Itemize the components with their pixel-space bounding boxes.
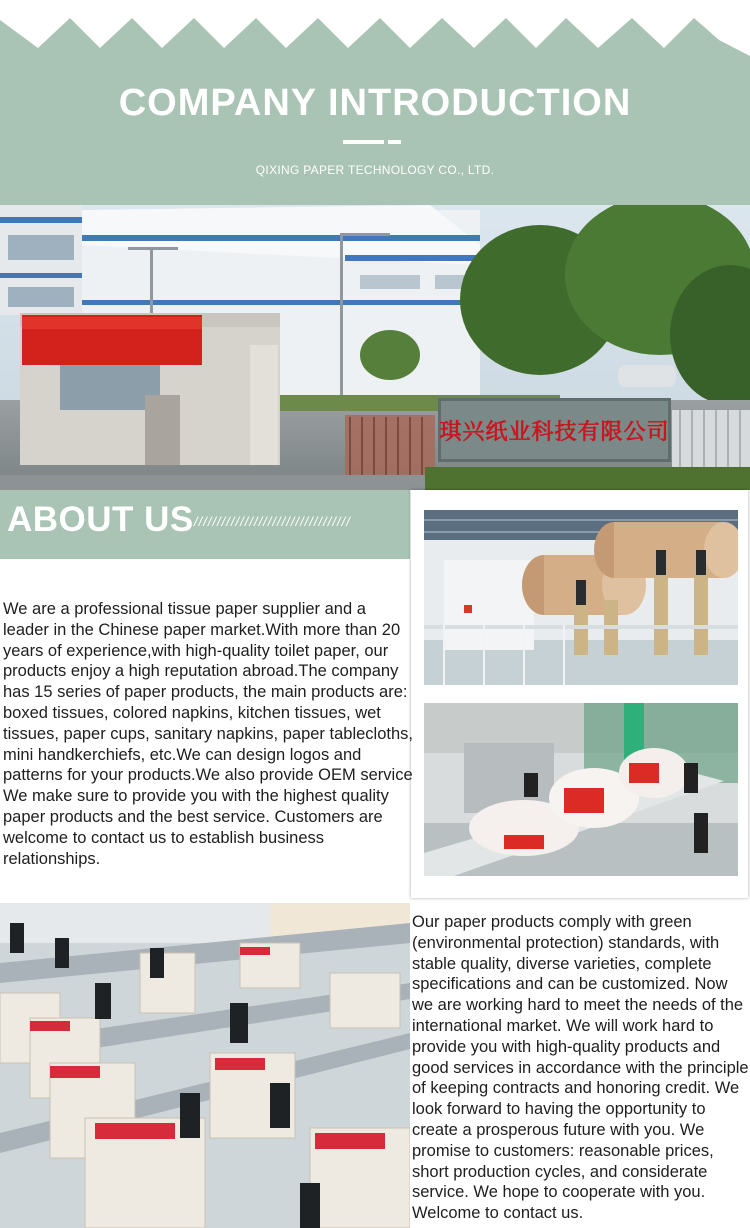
section-title: ABOUT US [7,500,194,539]
tissue-packing-line-photo [424,703,738,876]
title-underline [343,140,384,144]
company-sign: 琪兴纸业科技有限公司 [438,398,671,462]
about-paragraph-1: We are a professional tissue paper supplier and a leader in the Chinese paper market.With more than 20 years of experience,with high-quality toilet paper, our products enjoy a high reputation abroad.The company has 15 series of paper products, the main products are: boxed tissues, colored napkins, kitchen tissues, wet tissues, paper cups, sanitary napkins, paper tablecloths, mini handkerchiefs, etc.We can design logos and patterns for your products.We also provide OEM service We make sure to provide you with the highest quality paper products and the best service. Customers are welcome to contact us to establish business relationships. [3,600,413,868]
title-underline-dot [388,140,401,144]
about-paragraph-2: Our paper products comply with green (environmental protection) standards, with stable quality, diverse varieties, complete specifications and can be customized. Now we are working hard to meet the needs of the international market. We will work hard to provide you with high-quality products and good services in accordance with the principle of keeping contracts and honoring credit. We look forward to having the opportunity to create a prosperous future with you. We promise to customers: reasonable prices, short production cycles, and considerate service. We hope to cooperate with you. Welcome to contact us. [412,913,749,1223]
paper-roll-machine-photo [424,510,738,685]
title-decoration: ////////////////////////////////// [194,514,351,529]
page-title: COMPANY INTRODUCTION [118,82,632,124]
hero-banner [0,0,750,205]
company-name: QIXING PAPER TECHNOLOGY CO., LTD. [255,163,495,177]
about-us-banner [0,490,410,559]
zigzag-border [0,0,750,62]
conveyor-line-photo [0,903,410,1228]
